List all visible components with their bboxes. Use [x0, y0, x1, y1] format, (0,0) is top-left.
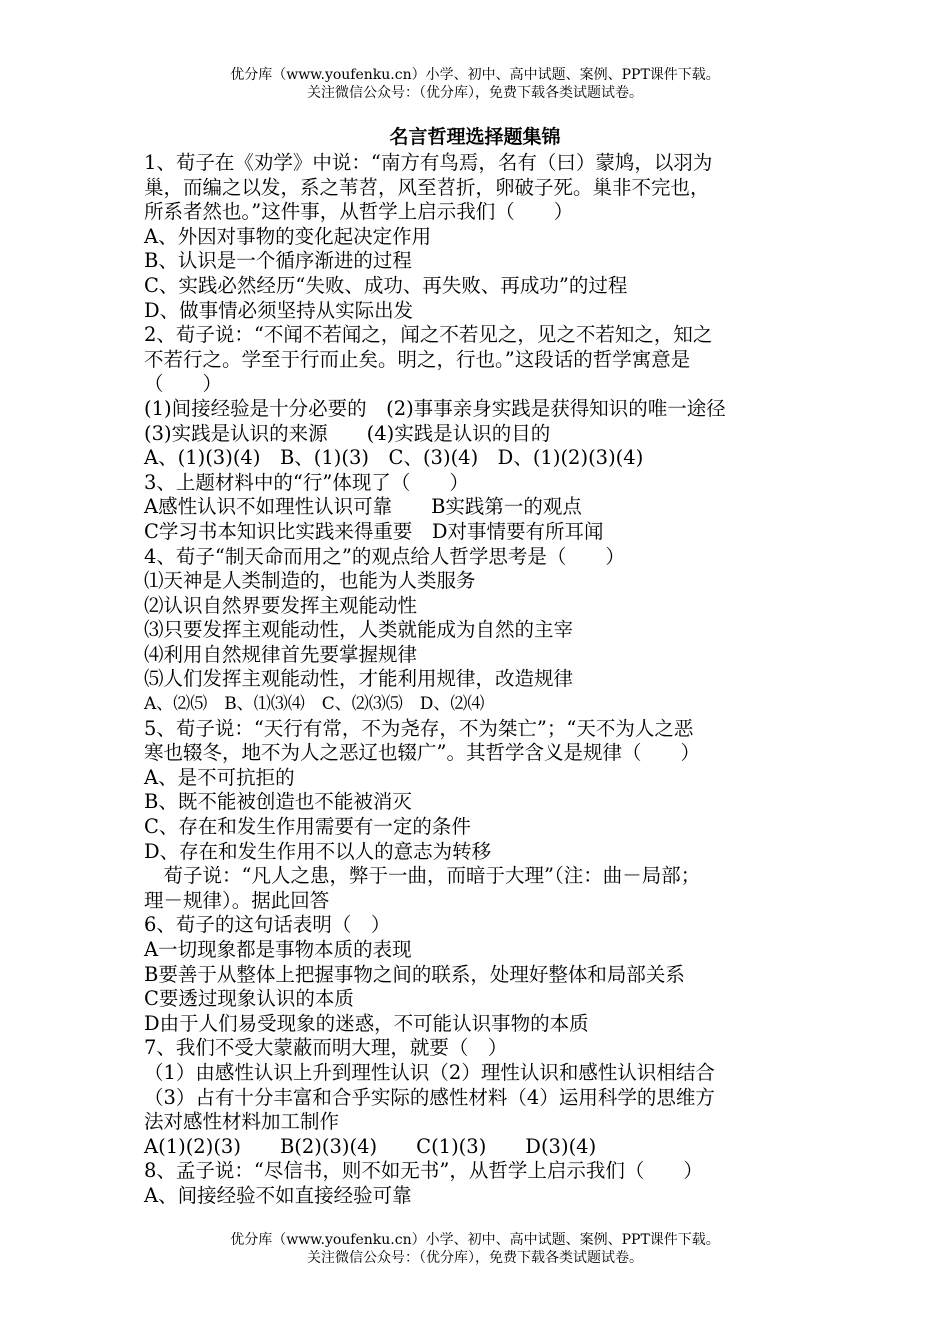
option-line: C要透过现象认识的本质 — [144, 987, 354, 1011]
document-body — [144, 151, 824, 1209]
text-line: （3）占有十分丰富和合乎实际的感性材料（4）运用科学的思维方 — [144, 1085, 715, 1109]
text-line: 5、荀子说：“天行有常，不为尧存，不为桀亡”；“天不为人之恶 — [144, 716, 694, 740]
text-line: 不若行之。学至于行而止矣。明之，行也。”这段话的哲学寓意是 — [144, 347, 691, 371]
text-line: 8、孟子说：“尽信书，则不如无书”，从哲学上启示我们（ ） — [144, 1159, 703, 1183]
option-line: A、(1)(3)(4) B、(1)(3) C、(3)(4) D、(1)(2)(3)(4) — [144, 446, 644, 470]
text-line: ⑵认识自然界要发挥主观能动性 — [144, 593, 418, 617]
text-line: 巢，而编之以发，系之苇苕，风至苕折，卵破子死。巢非不完也， — [144, 175, 710, 199]
option-line: A一切现象都是事物本质的表现 — [144, 938, 412, 961]
page-footer — [0, 1231, 950, 1267]
footer-line-2: 关注微信公众号：（优分库），免费下载各类试题试卷。 — [307, 1250, 643, 1266]
text-line: ⑸人们发挥主观能动性，才能利用规律，改造规律 — [144, 667, 574, 691]
option-line: A、是不可抗拒的 — [144, 765, 295, 789]
footer-line-1: 优分库（www.youfenku.cn）小学、初中、高中试题、案例、PPT课件下载。 — [230, 1232, 720, 1248]
page-header — [0, 66, 950, 102]
option-line: B、认识是一个循序渐进的过程 — [144, 249, 412, 273]
text-line: 法对感性材料加工制作 — [144, 1110, 340, 1134]
text-line: 荀子说：“凡人之患，弊于一曲，而暗于大理”（注：曲－局部； — [144, 864, 701, 888]
option-line: C、存在和发生作用需要有一定的条件 — [144, 815, 471, 839]
option-line: D由于人们易受现象的迷惑，不可能认识事物的本质 — [144, 1011, 589, 1035]
text-line: 理－规律）。据此回答 — [144, 888, 330, 912]
text-line: ⑷利用自然规律首先要掌握规律 — [144, 642, 418, 666]
text-line: （ ） — [144, 372, 223, 396]
text-line: (1)间接经验是十分必要的 (2)事事亲身实践是获得知识的唯一途径 — [144, 396, 726, 420]
option-line: A、间接经验不如直接经验可靠 — [144, 1183, 412, 1207]
option-line: A、⑵⑸ B、⑴⑶⑷ C、⑵⑶⑸ D、⑵⑷ — [144, 694, 485, 715]
text-line: 所系者然也。”这件事，从哲学上启示我们（ ） — [144, 200, 574, 224]
option-line: A、外因对事物的变化起决定作用 — [144, 224, 432, 248]
option-line: B、既不能被创造也不能被消灭 — [144, 790, 412, 814]
text-line: 6、荀子的这句话表明（ ） — [144, 913, 391, 937]
text-line: ⑴天神是人类制造的，也能为人类服务 — [144, 569, 476, 593]
text-line: （1）由感性认识上升到理性认识（2）理性认识和感性认识相结合 — [144, 1060, 715, 1084]
text-line: 1、荀子在《劝学》中说：“南方有鸟焉，名有（曰）蒙鸠，以羽为 — [144, 151, 713, 174]
text-line: 3、上题材料中的“行”体现了（ ） — [144, 470, 469, 494]
text-line: 寒也辍冬，地不为人之恶辽也辍广”。其哲学含义是规律（ ） — [144, 741, 700, 765]
header-line-2: 关注微信公众号：（优分库），免费下载各类试题试卷。 — [307, 85, 643, 101]
option-line: D、存在和发生作用不以人的意志为转移 — [144, 839, 492, 863]
text-line: 7、我们不受大蒙蔽而明大理，就要（ ） — [144, 1036, 508, 1060]
option-line: C学习书本知识比实践来得重要 D对事情要有所耳闻 — [144, 519, 604, 543]
option-line: A感性认识不如理性认识可靠 B实践第一的观点 — [144, 495, 582, 519]
text-line: 2、荀子说：“不闻不若闻之，闻之不若见之，见之不若知之，知之 — [144, 323, 713, 347]
option-line: D、做事情必须坚持从实际出发 — [144, 298, 414, 322]
option-line: A(1)(2)(3) B(2)(3)(4) C(1)(3) D(3)(4) — [144, 1134, 597, 1158]
option-line: C、实践必然经历“失败、成功、再失败、再成功”的过程 — [144, 273, 628, 297]
header-line-1: 优分库（www.youfenku.cn）小学、初中、高中试题、案例、PPT课件下载。 — [230, 67, 720, 83]
text-line: ⑶只要发挥主观能动性，人类就能成为自然的主宰 — [144, 618, 574, 642]
option-line: B要善于从整体上把握事物之间的联系，处理好整体和局部关系 — [144, 962, 685, 986]
text-line: (3)实践是认识的来源 (4)实践是认识的目的 — [144, 421, 551, 445]
document-title: 名言哲理选择题集锦 — [389, 126, 561, 148]
text-line: 4、荀子“制天命而用之”的观点给人哲学思考是（ ） — [144, 544, 625, 568]
